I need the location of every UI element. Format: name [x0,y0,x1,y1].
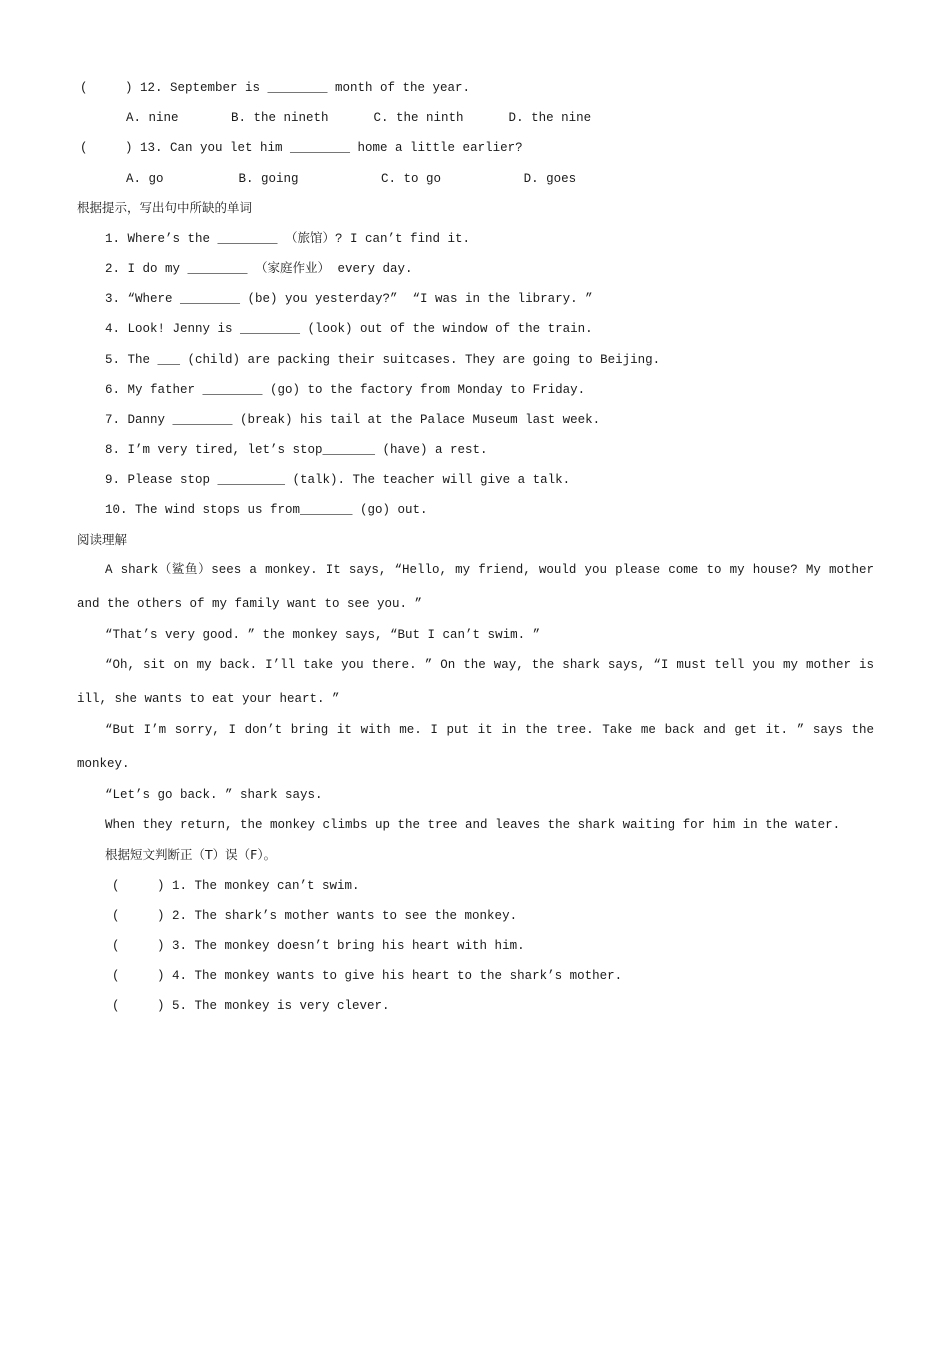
fill-item-3: 3. “Where ________ (be) you yesterday?” “I was in the library. ” [105,292,593,306]
fill-item-9: 9. Please stop _________ (talk). The teacher will give a talk. [105,473,571,487]
tf-item-3: ( ) 3. The monkey doesn’t bring his heart with him. [112,939,525,953]
mc-question-13: ( ) 13. Can you let him ________ home a little earlier? [80,141,523,155]
tf-item-2: ( ) 2. The shark’s mother wants to see the monkey. [112,909,518,923]
reading-paragraph-2: “That’s very good. ” the monkey says, “But I can’t swim. ” [105,628,541,642]
mc-question-12: ( ) 12. September is ________ month of the year. [80,81,471,95]
reading-paragraph-4: “But I’m sorry, I don’t bring it with me. I put it in the tree. Take me back and get it. ” says the monkey. [77,723,874,771]
mc-options-13: A. go B. going C. to go D. goes [126,172,577,186]
fill-item-8: 8. I’m very tired, let’s stop_______ (have) a rest. [105,443,488,457]
fill-item-2: 2. I do my ________ （家庭作业） every day. [105,262,413,276]
tf-item-4: ( ) 4. The monkey wants to give his heart to the shark’s mother. [112,969,623,983]
fill-item-7: 7. Danny ________ (break) his tail at the Palace Museum last week. [105,413,601,427]
reading-heading: 阅读理解 [77,532,128,547]
fill-item-4: 4. Look! Jenny is ________ (look) out of the window of the train. [105,322,593,336]
fill-item-5: 5. The ___ (child) are packing their suitcases. They are going to Beijing. [105,353,661,367]
reading-paragraph-6: When they return, the monkey climbs up the tree and leaves the shark waiting for him in the water. [105,818,841,832]
reading-paragraph-3: “Oh, sit on my back. I’ll take you there. ” On the way, the shark says, “I must tell you my mother is ill, she wants to eat your heart. ” [77,658,874,706]
tf-heading: 根据短文判断正（T）误（F）。 [105,847,277,862]
fill-item-10: 10. The wind stops us from_______ (go) out. [105,503,428,517]
fill-heading: 根据提示，写出句中所缺的单词 [77,200,253,215]
tf-item-5: ( ) 5. The monkey is very clever. [112,999,390,1013]
reading-paragraph-5: “Let’s go back. ” shark says. [105,788,323,802]
fill-item-6: 6. My father ________ (go) to the factory from Monday to Friday. [105,383,586,397]
mc-options-12: A. nine B. the nineth C. the ninth D. the nine [126,111,592,125]
fill-item-1: 1. Where’s the ________ （旅馆）? I can’t find it. [105,232,471,246]
reading-paragraph-1: A shark（鲨鱼）sees a monkey. It says, “Hello, my friend, would you please come to my house? My mother and the others of my family want to see you. ” [77,563,874,611]
tf-item-1: ( ) 1. The monkey can’t swim. [112,879,360,893]
